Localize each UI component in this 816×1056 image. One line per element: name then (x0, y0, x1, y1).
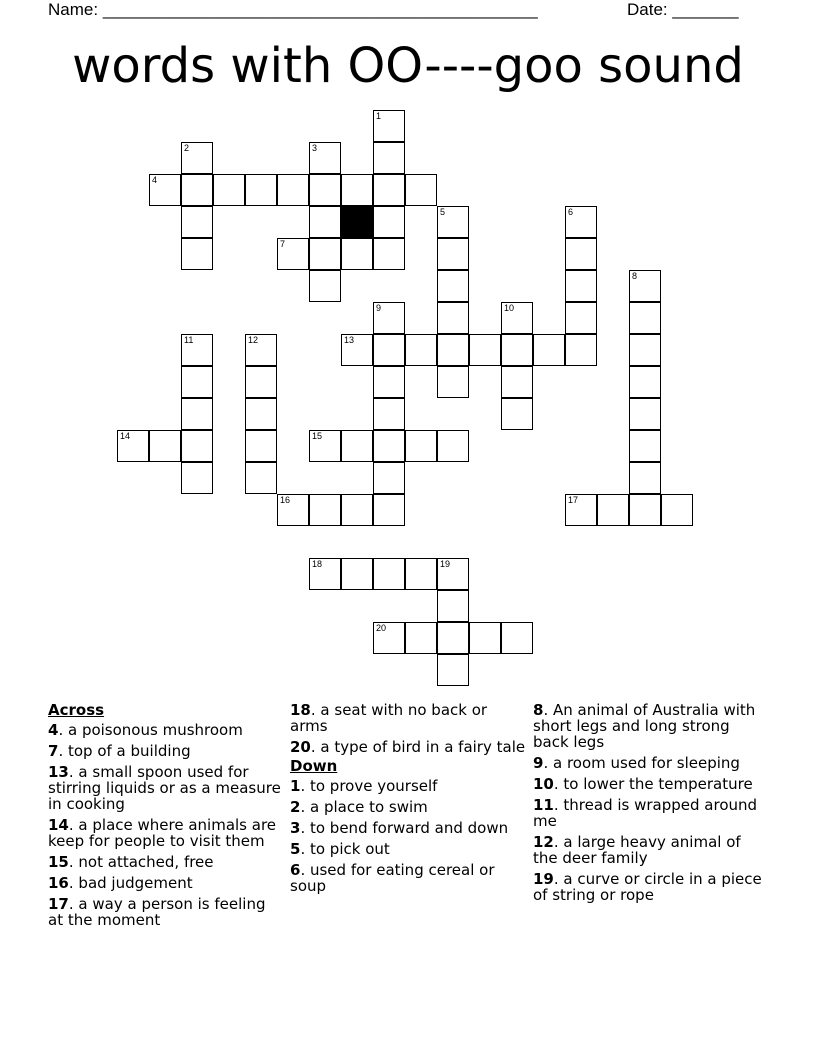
grid-cell[interactable] (565, 302, 597, 334)
down-clue: 8. An animal of Australia with short legs and long strong back legs (533, 701, 756, 751)
clue-text: a room used for sleeping (552, 754, 740, 772)
grid-cell[interactable] (437, 430, 469, 462)
clue-number: 6 (568, 207, 574, 217)
clue-text: to pick out (309, 840, 390, 858)
grid-cell[interactable] (437, 590, 469, 622)
across-clue: 14. a place where animals are keep for people to visit them (48, 816, 277, 850)
clue-text: a poisonous mushroom (67, 721, 243, 739)
grid-cell[interactable] (501, 398, 533, 430)
clue-text: a large heavy animal of the deer family (533, 833, 741, 867)
clue-num: 2 (290, 798, 301, 816)
clue-num: 7 (48, 742, 59, 760)
clue-text: used for eating cereal or soup (290, 861, 495, 895)
grid-cell[interactable] (149, 174, 181, 206)
grid-cell[interactable] (213, 174, 245, 206)
name-field[interactable] (48, 0, 538, 20)
puzzle-title: words with OO----goo sound (72, 38, 744, 94)
grid-cell[interactable] (181, 174, 213, 206)
clue-num: 13 (48, 763, 69, 781)
clue-num: 14 (48, 816, 69, 834)
grid-cell[interactable] (437, 238, 469, 270)
grid-cell[interactable] (181, 398, 213, 430)
grid-cell[interactable] (629, 430, 661, 462)
grid-cell[interactable] (405, 334, 437, 366)
clue-num: 6 (290, 861, 301, 879)
clue-text: to prove yourself (309, 777, 438, 795)
across-clue: 17. a way a person is feeling at the moment (48, 895, 266, 929)
date-label: Date: (627, 0, 668, 19)
across-clue: 18. a seat with no back or arms (290, 701, 488, 735)
grid-cell[interactable] (373, 366, 405, 398)
grid-cell[interactable] (629, 494, 661, 526)
clue-number: 13 (344, 335, 355, 345)
clue-num: 16 (48, 874, 69, 892)
grid-cell[interactable] (309, 558, 341, 590)
down-clue: 9. a room used for sleeping (533, 754, 740, 772)
clue-text: a way a person is feeling at the moment (48, 895, 266, 929)
across-clue: 7. top of a building (48, 742, 191, 760)
clue-num: 12 (533, 833, 554, 851)
clue-num: 5 (290, 840, 301, 858)
clue-text: to lower the temperature (563, 775, 753, 793)
clue-text: An animal of Australia with short legs and long strong back legs (533, 701, 756, 751)
grid-cell[interactable] (373, 494, 405, 526)
grid-cell[interactable] (181, 238, 213, 270)
down-clue: 10. to lower the temperature (533, 775, 753, 793)
grid-cell[interactable] (373, 430, 405, 462)
grid-cell[interactable] (565, 238, 597, 270)
clue-text: a curve or circle in a piece of string or rope (533, 870, 762, 904)
across-clue: 20. a type of bird in a fairy tale (290, 738, 526, 756)
grid-cell[interactable] (405, 558, 437, 590)
grid-cell[interactable] (277, 238, 309, 270)
grid-cell[interactable] (437, 558, 469, 590)
clues-column-2 (290, 702, 526, 899)
across-clue: 13. a small spoon used for stirring liquids or as a measure in cooking (48, 763, 281, 813)
grid-cell[interactable] (437, 622, 469, 654)
clue-text: a type of bird in a fairy tale (320, 738, 526, 756)
clue-num: 4 (48, 721, 59, 739)
grid-cell[interactable] (629, 462, 661, 494)
across-clue: 15. not attached, free (48, 853, 214, 871)
clue-num: 20 (290, 738, 311, 756)
clue-text: bad judgement (78, 874, 193, 892)
grid-cell[interactable] (245, 398, 277, 430)
grid-cell[interactable] (341, 174, 373, 206)
grid-cell[interactable] (309, 174, 341, 206)
clue-number: 10 (504, 303, 515, 313)
grid-cell[interactable] (245, 366, 277, 398)
grid-cell[interactable] (373, 302, 405, 334)
down-clue: 5. to pick out (290, 840, 390, 858)
grid-cell[interactable] (565, 494, 597, 526)
clue-number: 2 (184, 143, 190, 153)
clue-number: 19 (440, 559, 451, 569)
grid-cell[interactable] (181, 206, 213, 238)
grid-cell[interactable] (405, 430, 437, 462)
grid-cell[interactable] (373, 238, 405, 270)
grid-cell[interactable] (373, 110, 405, 142)
grid-cell[interactable] (405, 622, 437, 654)
grid-cell[interactable] (309, 206, 341, 238)
grid-cell[interactable] (181, 334, 213, 366)
grid-cell[interactable] (437, 366, 469, 398)
clues-column-3 (533, 702, 769, 908)
down-clue: 11. thread is wrapped around me (533, 796, 758, 830)
grid-cell[interactable] (629, 270, 661, 302)
grid-cell[interactable] (309, 430, 341, 462)
grid-cell[interactable] (597, 494, 629, 526)
grid-cell[interactable] (565, 334, 597, 366)
clue-number: 7 (280, 239, 286, 249)
grid-cell[interactable] (469, 622, 501, 654)
grid-cell[interactable] (373, 622, 405, 654)
clue-number: 4 (152, 175, 158, 185)
across-heading: Across (48, 701, 105, 719)
grid-cell[interactable] (341, 238, 373, 270)
clue-num: 19 (533, 870, 554, 888)
down-clue: 19. a curve or circle in a piece of string or rope (533, 870, 762, 904)
grid-cell[interactable] (181, 430, 213, 462)
grid-cell[interactable] (309, 238, 341, 270)
date-field[interactable] (627, 0, 739, 20)
clue-text: not attached, free (78, 853, 214, 871)
grid-cell[interactable] (629, 302, 661, 334)
clue-num: 9 (533, 754, 544, 772)
grid-cell[interactable] (437, 206, 469, 238)
grid-cell[interactable] (341, 334, 373, 366)
grid-cell[interactable] (437, 302, 469, 334)
clue-number: 12 (248, 335, 259, 345)
grid-cell[interactable] (373, 462, 405, 494)
grid-cell[interactable] (341, 558, 373, 590)
grid-cell[interactable] (309, 270, 341, 302)
clue-number: 14 (120, 431, 131, 441)
clue-text: to bend forward and down (309, 819, 509, 837)
grid-cell[interactable] (373, 334, 405, 366)
clue-num: 18 (290, 701, 311, 719)
grid-cell[interactable] (181, 366, 213, 398)
grid-cell[interactable] (629, 398, 661, 430)
grid-cell[interactable] (245, 174, 277, 206)
clue-number: 3 (312, 143, 318, 153)
clue-text: thread is wrapped around me (533, 796, 758, 830)
clue-num: 3 (290, 819, 301, 837)
clue-text: a seat with no back or arms (290, 701, 488, 735)
grid-cell[interactable] (373, 174, 405, 206)
grid-cell[interactable] (341, 430, 373, 462)
grid-cell[interactable] (437, 654, 469, 686)
clue-num: 17 (48, 895, 69, 913)
clue-text: a small spoon used for stirring liquids or as a measure in cooking (48, 763, 281, 813)
grid-cell[interactable] (373, 558, 405, 590)
grid-cell[interactable] (501, 302, 533, 334)
grid-cell[interactable] (565, 206, 597, 238)
clue-number: 18 (312, 559, 323, 569)
grid-cell[interactable] (373, 206, 405, 238)
across-clue: 16. bad judgement (48, 874, 193, 892)
grid-cell[interactable] (245, 334, 277, 366)
clue-number: 17 (568, 495, 579, 505)
name-label: Name: (48, 0, 99, 19)
clue-num: 15 (48, 853, 69, 871)
black-cell (341, 206, 373, 238)
grid-cell[interactable] (501, 366, 533, 398)
date-line: _______ (672, 0, 739, 19)
down-clue: 12. a large heavy animal of the deer family (533, 833, 741, 867)
clue-number: 15 (312, 431, 323, 441)
grid-cell[interactable] (245, 430, 277, 462)
clue-number: 16 (280, 495, 291, 505)
grid-cell[interactable] (277, 174, 309, 206)
grid-cell[interactable] (149, 430, 181, 462)
grid-cell[interactable] (437, 270, 469, 302)
grid-cell[interactable] (373, 398, 405, 430)
clue-text: a place where animals are keep for people to visit them (48, 816, 277, 850)
clue-text: a place to swim (309, 798, 428, 816)
across-clue: 4. a poisonous mushroom (48, 721, 243, 739)
clue-num: 10 (533, 775, 554, 793)
grid-cell[interactable] (245, 462, 277, 494)
grid-cell[interactable] (469, 334, 501, 366)
grid-cell[interactable] (373, 142, 405, 174)
grid-cell[interactable] (309, 494, 341, 526)
down-heading: Down (290, 757, 338, 775)
down-clue: 2. a place to swim (290, 798, 428, 816)
grid-cell[interactable] (181, 142, 213, 174)
clue-number: 20 (376, 623, 387, 633)
clue-text: top of a building (67, 742, 191, 760)
clue-num: 1 (290, 777, 301, 795)
grid-cell[interactable] (661, 494, 693, 526)
grid-cell[interactable] (181, 462, 213, 494)
clues-column-1 (48, 702, 284, 933)
grid-cell[interactable] (501, 334, 533, 366)
grid-cell[interactable] (629, 366, 661, 398)
grid-cell[interactable] (309, 142, 341, 174)
grid-cell[interactable] (341, 494, 373, 526)
clue-number: 11 (184, 335, 194, 345)
clue-number: 5 (440, 207, 446, 217)
clue-number: 8 (632, 271, 638, 281)
grid-cell[interactable] (277, 494, 309, 526)
clue-number: 1 (376, 111, 382, 121)
grid-cell[interactable] (501, 622, 533, 654)
clue-num: 11 (533, 796, 554, 814)
grid-cell[interactable] (405, 174, 437, 206)
clue-number: 9 (376, 303, 382, 313)
grid-cell[interactable] (565, 270, 597, 302)
clue-num: 8 (533, 701, 544, 719)
grid-cell[interactable] (117, 430, 149, 462)
name-line: ______________________________________________ (102, 0, 538, 19)
down-clue: 1. to prove yourself (290, 777, 438, 795)
down-clue: 3. to bend forward and down (290, 819, 509, 837)
down-clue: 6. used for eating cereal or soup (290, 861, 495, 895)
grid-cell[interactable] (437, 334, 469, 366)
grid-cell[interactable] (629, 334, 661, 366)
grid-cell[interactable] (533, 334, 565, 366)
